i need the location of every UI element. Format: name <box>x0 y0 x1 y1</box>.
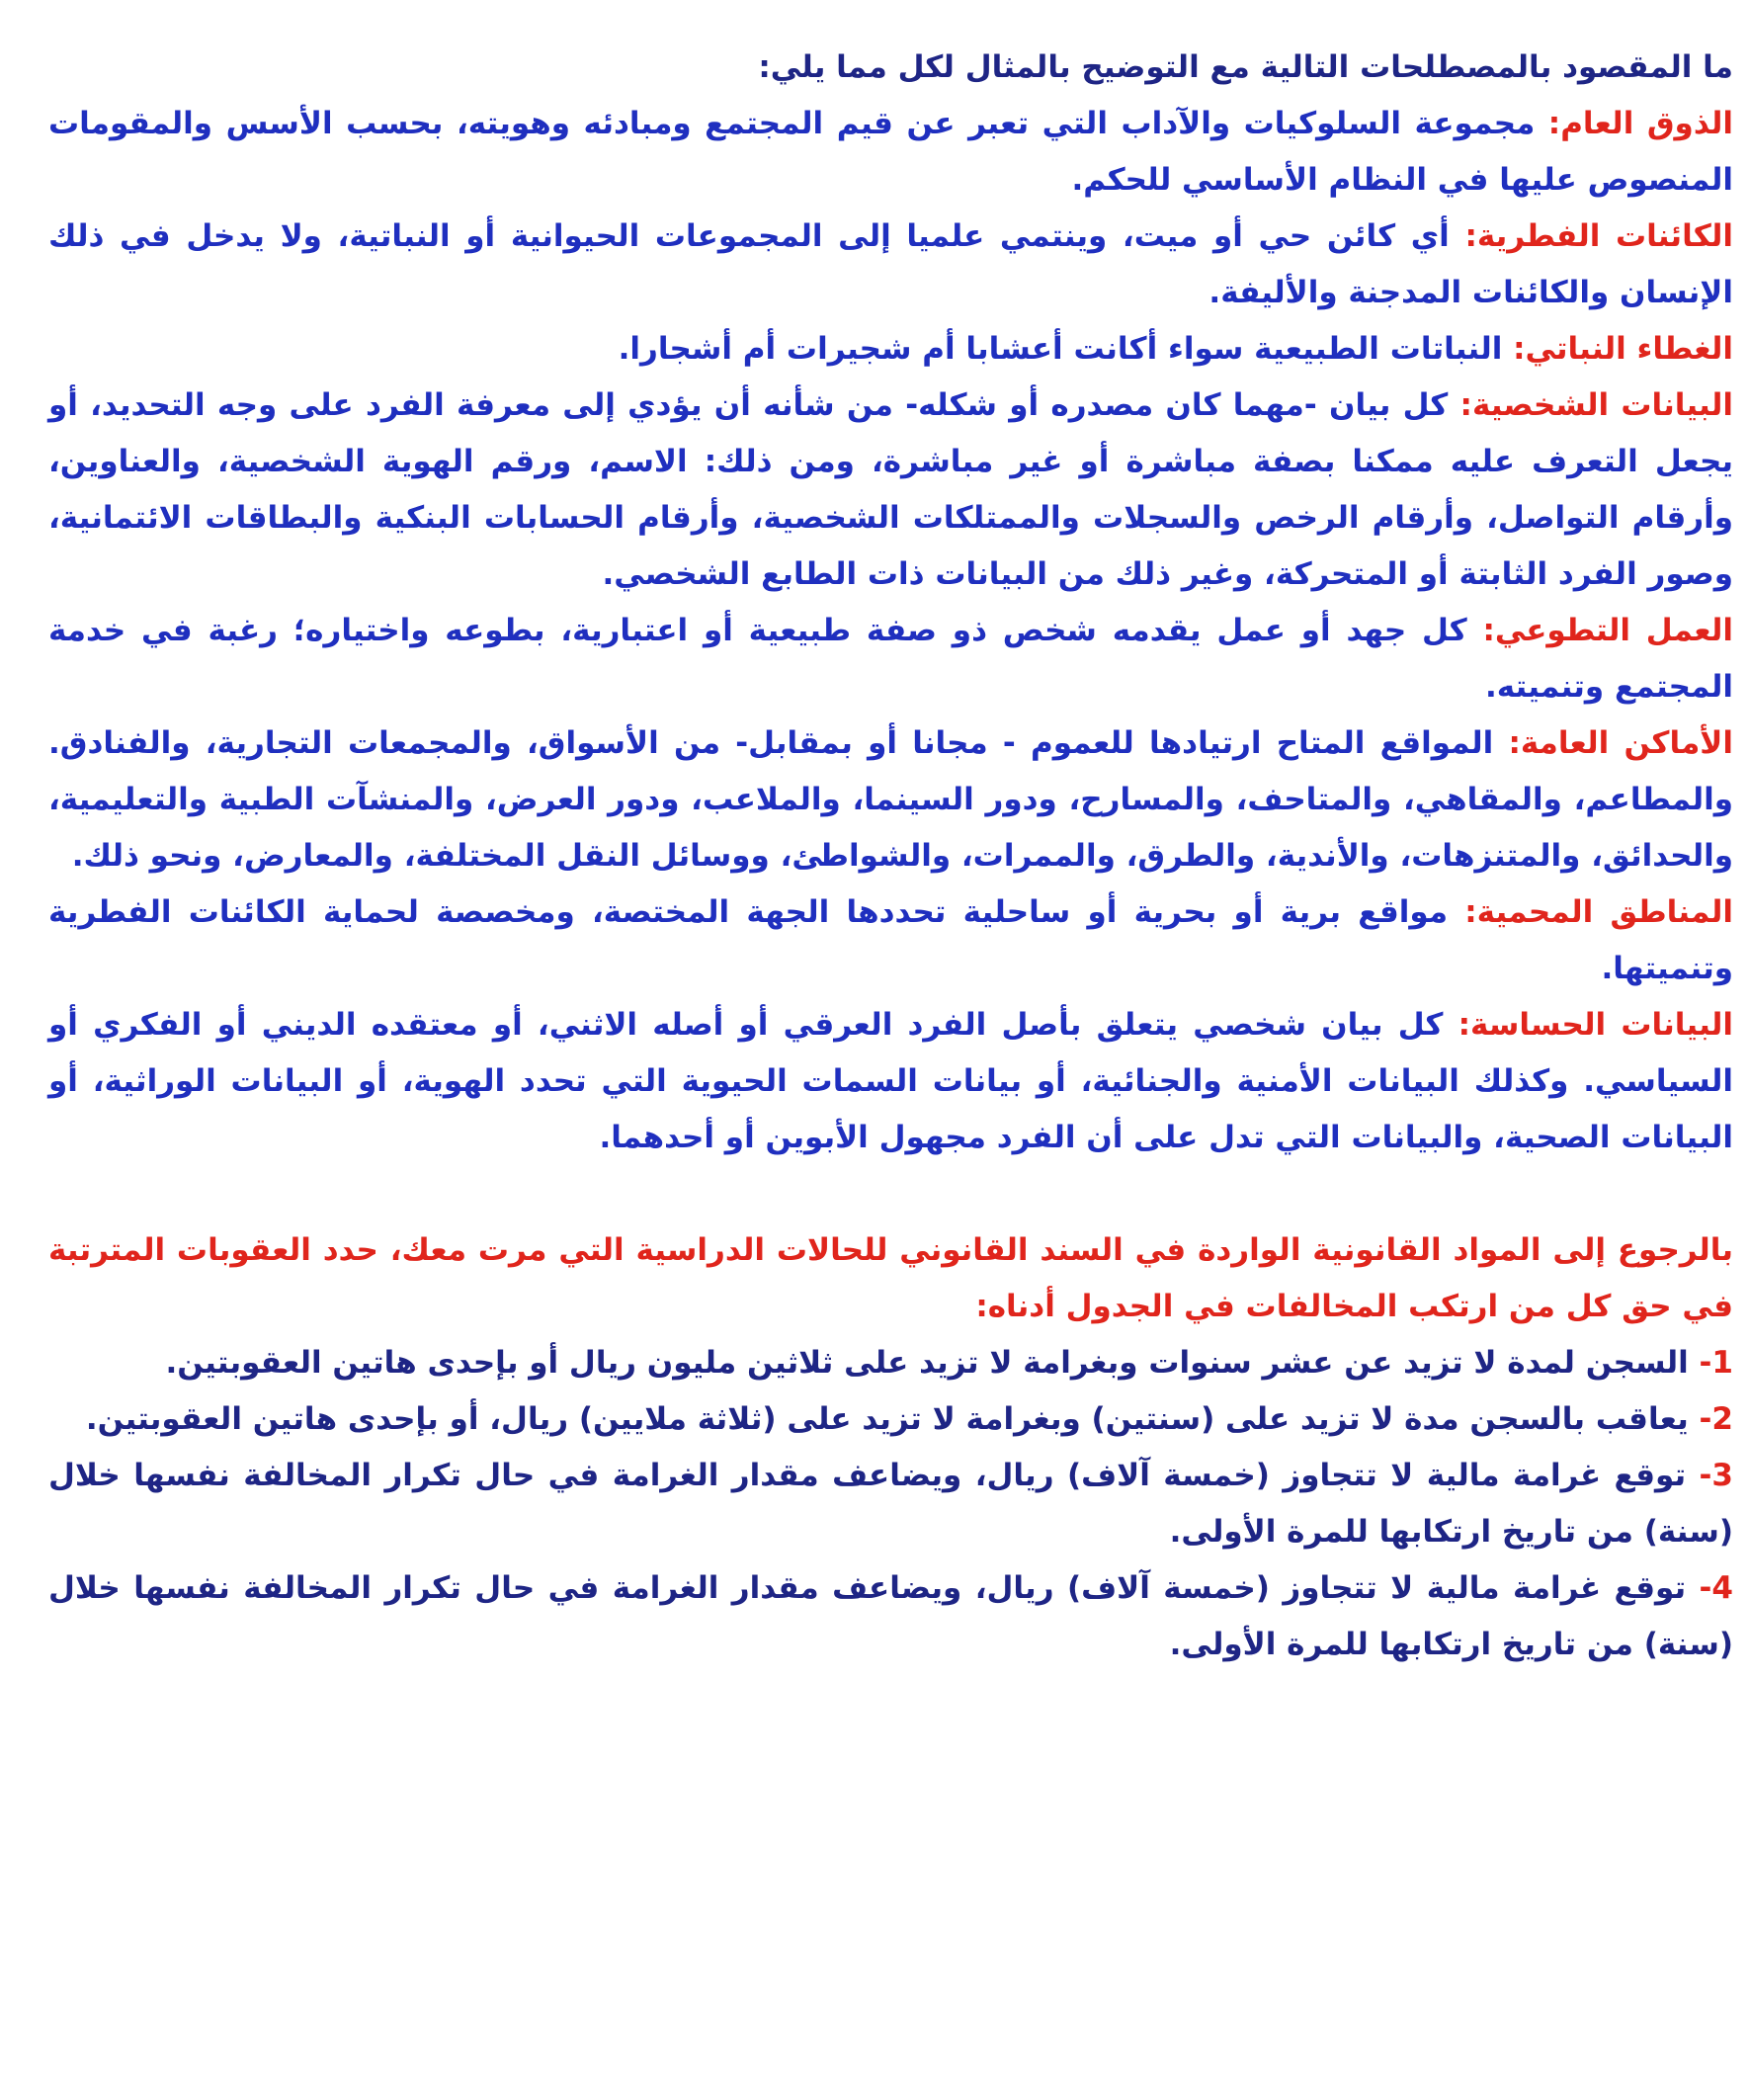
definition-item <box>48 603 1733 715</box>
definition-text: أي كائن حي أو ميت، وينتمي علميا إلى المجموعات الحيوانية أو النباتية، ولا يدخل في ذلك الإنسان والكائنات المدجنة والأليفة. <box>48 218 1733 310</box>
definition-text: مجموعة السلوكيات والآداب التي تعبر عن قيم المجتمع ومبادئه وهويته، بحسب الأسس والمقومات المنصوص عليها في النظام الأساسي للحكم. <box>48 106 1733 198</box>
definition-item <box>48 884 1733 997</box>
definition-term: البيانات الحساسة: <box>1458 1007 1733 1043</box>
definition-term: الكائنات الفطرية: <box>1464 218 1733 254</box>
document-body <box>48 40 1733 1673</box>
definition-text: كل بيان شخصي يتعلق بأصل الفرد العرقي أو أصله الاثني، أو معتقده الديني أو الفكري أو السياسي. وكذلك البيانات الأمنية والجنائية، أو بيانات السمات الحيوية التي تحدد الهوية، أو البيانات الوراثية، أو البيانات الصحية، والبيانات التي تدل على أن الفرد مجهول الأبوين أو أحدهما. <box>48 1007 1733 1155</box>
task-instruction: بالرجوع إلى المواد القانونية الواردة في السند القانوني للحالات الدراسية التي مرت معك، حدد العقوبات المترتبة في حق كل من ارتكب المخالفات في الجدول أدناه: <box>48 1232 1733 1324</box>
penalty-text: توقع غرامة مالية لا تتجاوز (خمسة آلاف) ريال، ويضاعف مقدار الغرامة في حال تكرار المخالفة نفسها خلال (سنة) من تاريخ ارتكابها للمرة الأولى. <box>48 1458 1733 1550</box>
definition-item <box>48 997 1733 1166</box>
penalty-number: 3- <box>1699 1458 1733 1493</box>
definition-text: النباتات الطبيعية سواء أكانت أعشابا أم شجيرات أم أشجارا. <box>618 331 1514 367</box>
penalty-item <box>48 1335 1733 1391</box>
definition-text: مواقع برية أو بحرية أو ساحلية تحددها الجهة المختصة، ومخصصة لحماية الكائنات الفطرية وتنميتها. <box>48 894 1733 986</box>
penalty-text: توقع غرامة مالية لا تتجاوز (خمسة آلاف) ريال، ويضاعف مقدار الغرامة في حال تكرار المخالفة نفسها خلال (سنة) من تاريخ ارتكابها للمرة الأولى. <box>48 1570 1733 1662</box>
penalty-number: 4- <box>1699 1570 1733 1606</box>
definition-item <box>48 321 1733 378</box>
definition-item <box>48 209 1733 321</box>
intro-question: ما المقصود بالمصطلحات التالية مع التوضيح بالمثال لكل مما يلي: <box>758 49 1733 85</box>
definition-text: المواقع المتاح ارتيادها للعموم - مجانا أو بمقابل- من الأسواق، والمجمعات التجارية، والفنادق. والمطاعم، والمقاهي، والمتاحف، والمسارح، ودور السينما، والملاعب، ودور العرض، والمنشآت الطبية والتعليمية، والحدائق، والمتنزهات، والأندية، والطرق، والممرات، والشواطئ، ووسائل النقل المختلفة، والمعارض، ونحو ذلك. <box>48 725 1733 874</box>
definitions-list <box>48 96 1733 1166</box>
definition-term: البيانات الشخصية: <box>1459 387 1733 423</box>
penalty-item <box>48 1391 1733 1448</box>
penalty-number: 2- <box>1699 1401 1733 1437</box>
definition-item <box>48 96 1733 209</box>
penalty-text: يعاقب بالسجن مدة لا تزيد على (سنتين) وبغرامة لا تزيد على (ثلاثة ملايين) ريال، أو بإحدى هاتين العقوبتين. <box>85 1401 1700 1437</box>
penalty-text: السجن لمدة لا تزيد عن عشر سنوات وبغرامة لا تزيد على ثلاثين مليون ريال أو بإحدى هاتين العقوبتين. <box>165 1345 1700 1381</box>
definition-text: كل بيان -مهما كان مصدره أو شكله- من شأنه أن يؤدي إلى معرفة الفرد على وجه التحديد، أو يجعل التعرف عليه ممكنا بصفة مباشرة أو غير مباشرة، ومن ذلك: الاسم، ورقم الهوية الشخصية، والعناوين، وأرقام التواصل، وأرقام الرخص والسجلات والممتلكات الشخصية، وأرقام الحسابات البنكية والبطاقات الائتمانية، وصور الفرد الثابتة أو المتحركة، وغير ذلك من البيانات ذات الطابع الشخصي. <box>48 387 1733 592</box>
definition-term: الذوق العام: <box>1547 106 1733 141</box>
definition-text: كل جهد أو عمل يقدمه شخص ذو صفة طبيعية أو اعتبارية، بطوعه واختياره؛ رغبة في خدمة المجتمع وتنميته. <box>48 613 1733 705</box>
penalty-number: 1- <box>1699 1345 1733 1381</box>
section-spacer <box>48 1166 1733 1222</box>
penalties-list <box>48 1335 1733 1673</box>
penalty-item <box>48 1560 1733 1673</box>
definition-item <box>48 715 1733 884</box>
definition-term: المناطق المحمية: <box>1464 894 1733 930</box>
definition-term: الغطاء النباتي: <box>1513 331 1733 367</box>
definition-term: العمل التطوعي: <box>1482 613 1734 648</box>
definition-item <box>48 378 1733 603</box>
penalty-item <box>48 1448 1733 1560</box>
definition-term: الأماكن العامة: <box>1508 725 1733 761</box>
